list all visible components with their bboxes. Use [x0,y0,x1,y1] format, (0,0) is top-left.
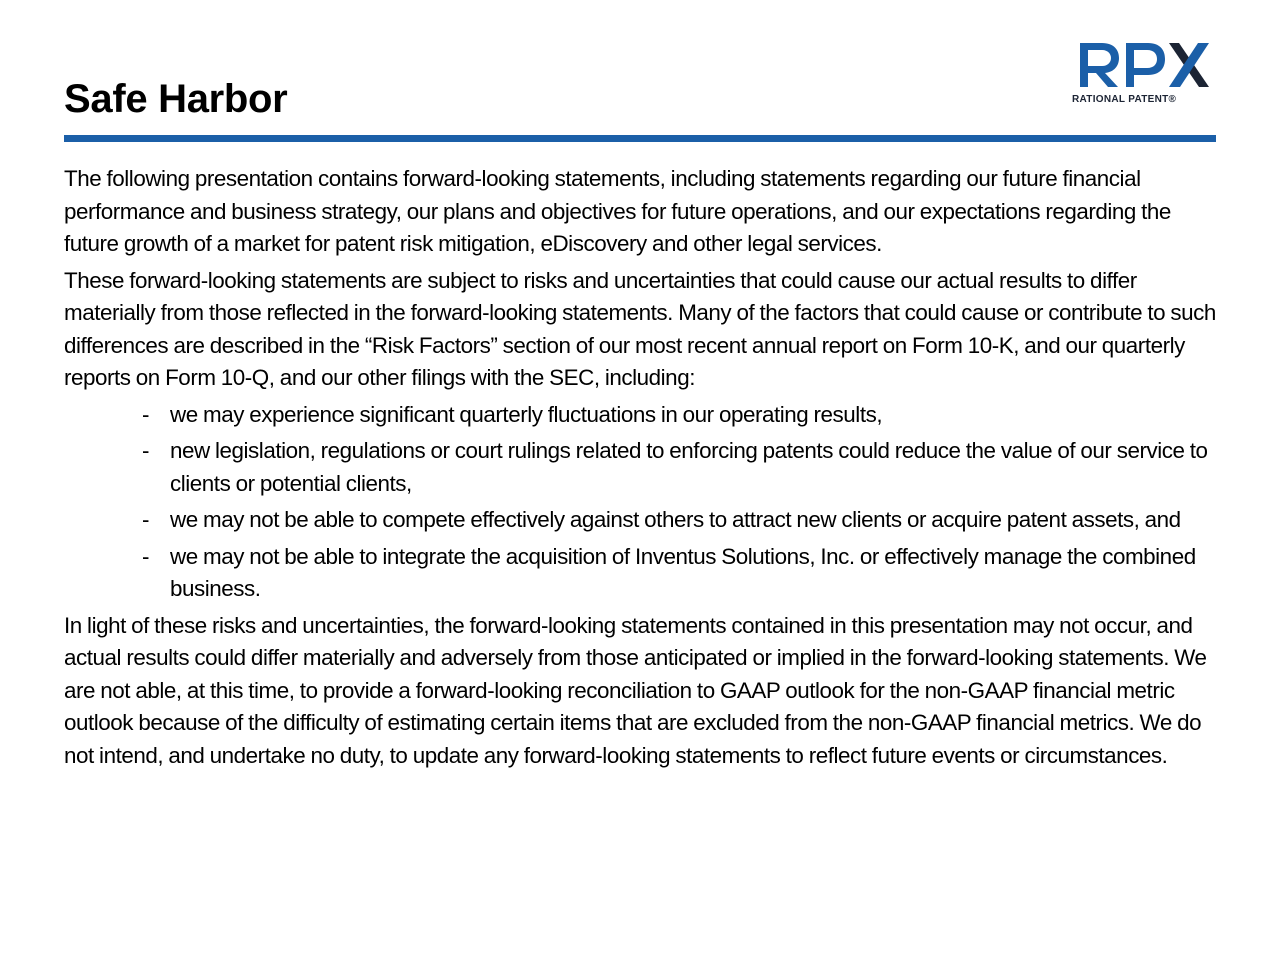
rpx-logo-mark [1076,40,1212,90]
list-item-text: we may experience significant quarterly fluctuations in our operating results, [170,401,883,427]
bullet-dash: - [142,401,150,427]
rpx-logo [1072,40,1220,114]
bullet-dash: - [142,543,150,569]
safe-harbor-body [64,163,1224,776]
list-item-text: new legislation, regulations or court rulings related to enforcing patents could reduce the value of our service to clients or potential clients, [170,438,1208,496]
paragraph-risks: These forward-looking statements are subject to risks and uncertainties that could cause our actual results to differ materially from those reflected in the forward-looking statements. Many of the factors that could cause or contribute to such differences are described in the “Risk Factors” section of our most recent annual report on Form 10-K, and our quarterly reports on Form 10-Q, and our other filings with the SEC, including: [64,267,1216,390]
rpx-logo-tagline: RATIONAL PATENT® [1072,94,1177,105]
bullet-dash: - [142,507,150,532]
header-rule [64,135,1216,142]
paragraph-intro: The following presentation contains forward-looking statements, including statements regarding our future financial performance and business strategy, our plans and objectives for future operations, and our expectations regarding the future growth of a market for patent risk mitigation, eDiscovery and other legal services. [64,166,1171,256]
list-item-text: we may not be able to integrate the acquisition of Inventus Solutions, Inc. or effectively manage the combined business. [170,543,1196,601]
list-item [64,504,1224,537]
list-item [64,541,1224,606]
bullet-dash: - [142,438,150,463]
page-title: Safe Harbor [64,77,288,121]
list-item-text: we may not be able to compete effectively against others to attract new clients or acquire patent assets, and [170,507,1181,532]
list-item [64,435,1224,500]
risk-factor-list [64,399,1224,606]
list-item [64,399,1224,432]
paragraph-disclaimer: In light of these risks and uncertainties, the forward-looking statements contained in this presentation may not occur, and actual results could differ materially and adversely from those anticipated or implied in the forward-looking statements. We are not able, at this time, to provide a forward-looking reconciliation to GAAP outlook for the non-GAAP financial metric outlook because of the difficulty of estimating certain items that are excluded from the non-GAAP financial metrics. We do not intend, and undertake no duty, to update any forward-looking statements to reflect future events or circumstances. [64,612,1207,768]
